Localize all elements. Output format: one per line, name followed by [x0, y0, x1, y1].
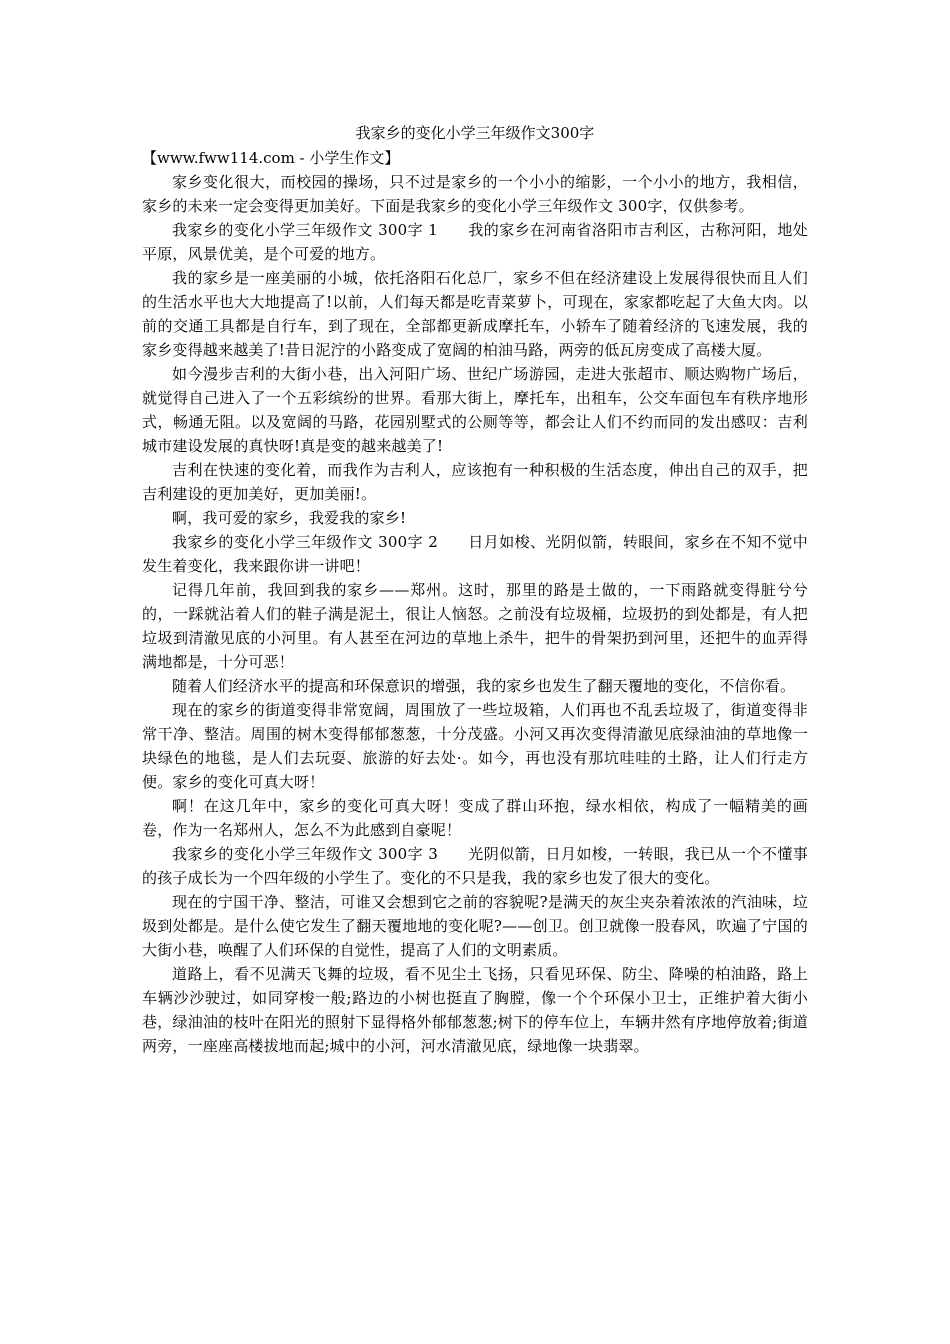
paragraph	[142, 842, 808, 890]
document-page	[142, 120, 808, 1058]
paragraph-text: 记得几年前，我回到我的家乡——郑州。这时，那里的路是土做的，一下雨路就变得脏兮兮的，一踩就沾着人们的鞋子满是泥土，很让人恼怒。之前没有垃圾桶，垃圾扔的到处都是，有人把垃圾到清澈见底的小河里。有人甚至在河边的草地上杀牛，把牛的骨架扔到河里，还把牛的血弄得满地都是，十分可恶！	[142, 581, 808, 671]
paragraph-text: 我的家乡在河南省洛阳市吉利区，古称河阳，地处平原，风景优美，是个可爱的地方。	[142, 221, 809, 263]
paragraph-text: 现在的宁国干净、整洁，可谁又会想到它之前的容貌呢?是满天的灰尘夹杂着浓浓的汽油味，垃圾到处都是。是什么使它发生了翻天覆地地的变化呢?——创卫。创卫就像一股春风，吹遍了宁国的大街小巷，唤醒了人们环保的自觉性，提高了人们的文明素质。	[142, 893, 808, 959]
paragraph-text: 如今漫步吉利的大街小巷，出入河阳广场、世纪广场游园，走进大张超市、顺达购物广场后，就觉得自己进入了一个五彩缤纷的世界。看那大街上，摩托车，出租车，公交车面包车有秩序地形式，畅通无阻。以及宽阔的马路，花园别墅式的公厕等等，都会让人们不约而同的发出感叹：吉利城市建设发展的真快呀!真是变的越来越美了!	[142, 365, 808, 455]
paragraph-text: 啊，我可爱的家乡，我爱我的家乡!	[172, 509, 407, 527]
paragraph-text: 日月如梭、光阴似箭，转眼间，家乡在不知不觉中发生着变化，我来跟你讲一讲吧！	[142, 533, 809, 575]
paragraph	[142, 674, 808, 698]
paragraph	[142, 530, 808, 578]
paragraph	[142, 266, 808, 362]
paragraph-text: 光阴似箭，日月如梭，一转眼，我已从一个不懂事的孩子成长为一个四年级的小学生了。变化的不只是我，我的家乡也发了很大的变化。	[142, 845, 809, 887]
paragraph-text: 吉利在快速的变化着，而我作为吉利人，应该抱有一种积极的生活态度，伸出自己的双手，把吉利建设的更加美好，更加美丽!。	[142, 461, 808, 503]
paragraph	[142, 506, 808, 530]
paragraph-text: 家乡变化很大，而校园的操场，只不过是家乡的一个小小的缩影，一个小小的地方，我相信，家乡的未来一定会变得更加美好。下面是我家乡的变化小学三年级作文 300字，仅供参考。	[142, 173, 808, 215]
source-line: 【www.fww114.com - 小学生作文】	[142, 149, 400, 167]
section-heading: 我家乡的变化小学三年级作文 300字 1	[172, 221, 439, 239]
paragraph-text: 啊！在这几年中，家乡的变化可真大呀！变成了群山环抱，绿水相依，构成了一幅精美的画卷，作为一名郑州人，怎么不为此感到自豪呢！	[142, 797, 808, 839]
paragraph	[142, 362, 808, 458]
document-title: 我家乡的变化小学三年级作文300字	[355, 124, 595, 142]
paragraph	[142, 170, 808, 218]
paragraph	[142, 218, 808, 266]
paragraph	[142, 698, 808, 794]
paragraph-text: 随着人们经济水平的提高和环保意识的增强，我的家乡也发生了翻天覆地的变化，不信你看。	[172, 677, 796, 695]
paragraph	[142, 458, 808, 506]
paragraph-text: 道路上，看不见满天飞舞的垃圾，看不见尘土飞扬，只看见环保、防尘、降噪的柏油路，路上车辆沙沙驶过，如同穿梭一般;路边的小树也挺直了胸膛，像一个个环保小卫士，正维护着大街小巷，绿油油的枝叶在阳光的照射下显得格外郁郁葱葱;树下的停车位上，车辆井然有序地停放着;街道两旁，一座座高楼拔地而起;城中的小河，河水清澈见底，绿地像一块翡翠。	[142, 965, 808, 1055]
paragraph	[142, 794, 808, 842]
paragraph-text: 我的家乡是一座美丽的小城，依托洛阳石化总厂，家乡不但在经济建设上发展得很快而且人们的生活水平也大大地提高了!以前，人们每天都是吃青菜萝卜，可现在，家家都吃起了大鱼大肉。以前的交通工具都是自行车，到了现在，全部都更新成摩托车，小轿车了随着经济的飞速发展，我的家乡变得越来越美了!昔日泥泞的小路变成了宽阔的柏油马路，两旁的低瓦房变成了高楼大厦。	[142, 269, 808, 359]
paragraph	[142, 890, 808, 962]
paragraph	[142, 962, 808, 1058]
paragraph-text: 现在的家乡的街道变得非常宽阔，周围放了一些垃圾箱，人们再也不乱丢垃圾了，街道变得非常干净、整洁。周围的树木变得郁郁葱葱，十分茂盛。小河又再次变得清澈见底绿油油的草地像一块绿色的地毯，是人们去玩耍、旅游的好去处·。如今，再也没有那坑哇哇的土路，让人们行走方便。家乡的变化可真大呀！	[142, 701, 808, 791]
section-heading: 我家乡的变化小学三年级作文 300字 3	[172, 845, 439, 863]
paragraph	[142, 578, 808, 674]
section-heading: 我家乡的变化小学三年级作文 300字 2	[172, 533, 439, 551]
